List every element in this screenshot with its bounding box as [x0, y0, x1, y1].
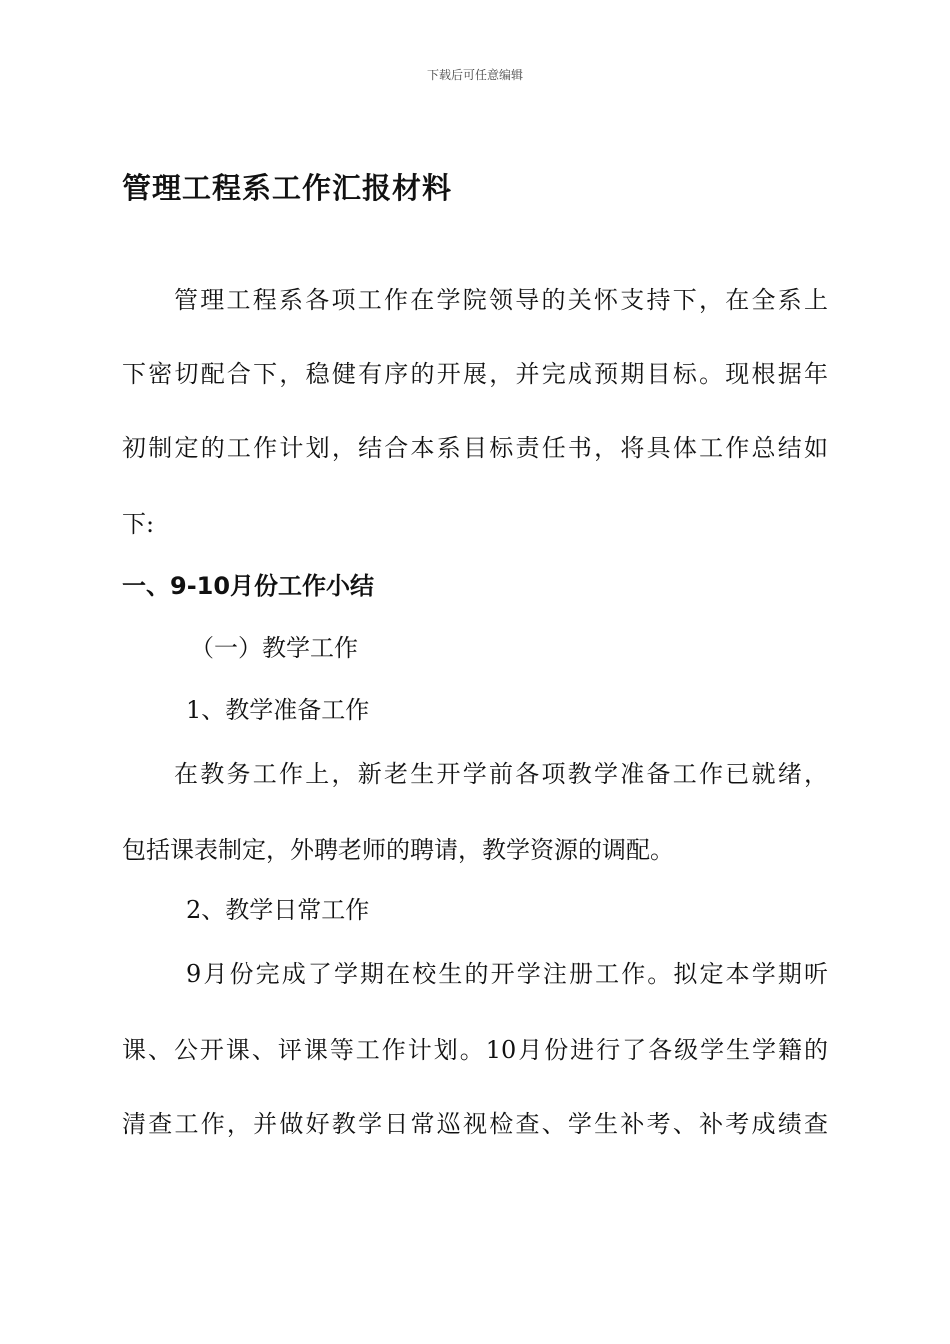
item1-line-2: 包括课表制定，外聘老师的聘请，教学资源的调配。: [122, 836, 674, 864]
item2-line-2: 课、公开课、评课等工作计划。10月份进行了各级学生学籍的: [122, 1036, 828, 1064]
item-heading-1: 1、教学准备工作: [186, 696, 370, 724]
intro-line-3: 初制定的工作计划，结合本系目标责任书，将具体工作总结如: [122, 434, 828, 462]
intro-line-4: 下:: [122, 510, 155, 538]
document-title: 管理工程系工作汇报材料: [122, 171, 453, 205]
item-heading-2: 2、教学日常工作: [186, 896, 370, 924]
section-heading: 一、9-10月份工作小结: [122, 572, 375, 600]
subsection-heading: （一）教学工作: [190, 634, 358, 662]
item2-line-1: 9月份完成了学期在校生的开学注册工作。拟定本学期听: [186, 960, 828, 988]
intro-line-1: 管理工程系各项工作在学院领导的关怀支持下，在全系上: [174, 286, 828, 314]
intro-line-2: 下密切配合下，稳健有序的开展，并完成预期目标。现根据年: [122, 360, 828, 388]
item2-line-3: 清查工作，并做好教学日常巡视检查、学生补考、补考成绩查: [122, 1110, 828, 1138]
header-note: 下载后可任意编辑: [426, 68, 523, 82]
item1-line-1: 在教务工作上，新老生开学前各项教学准备工作已就绪，: [174, 760, 828, 788]
